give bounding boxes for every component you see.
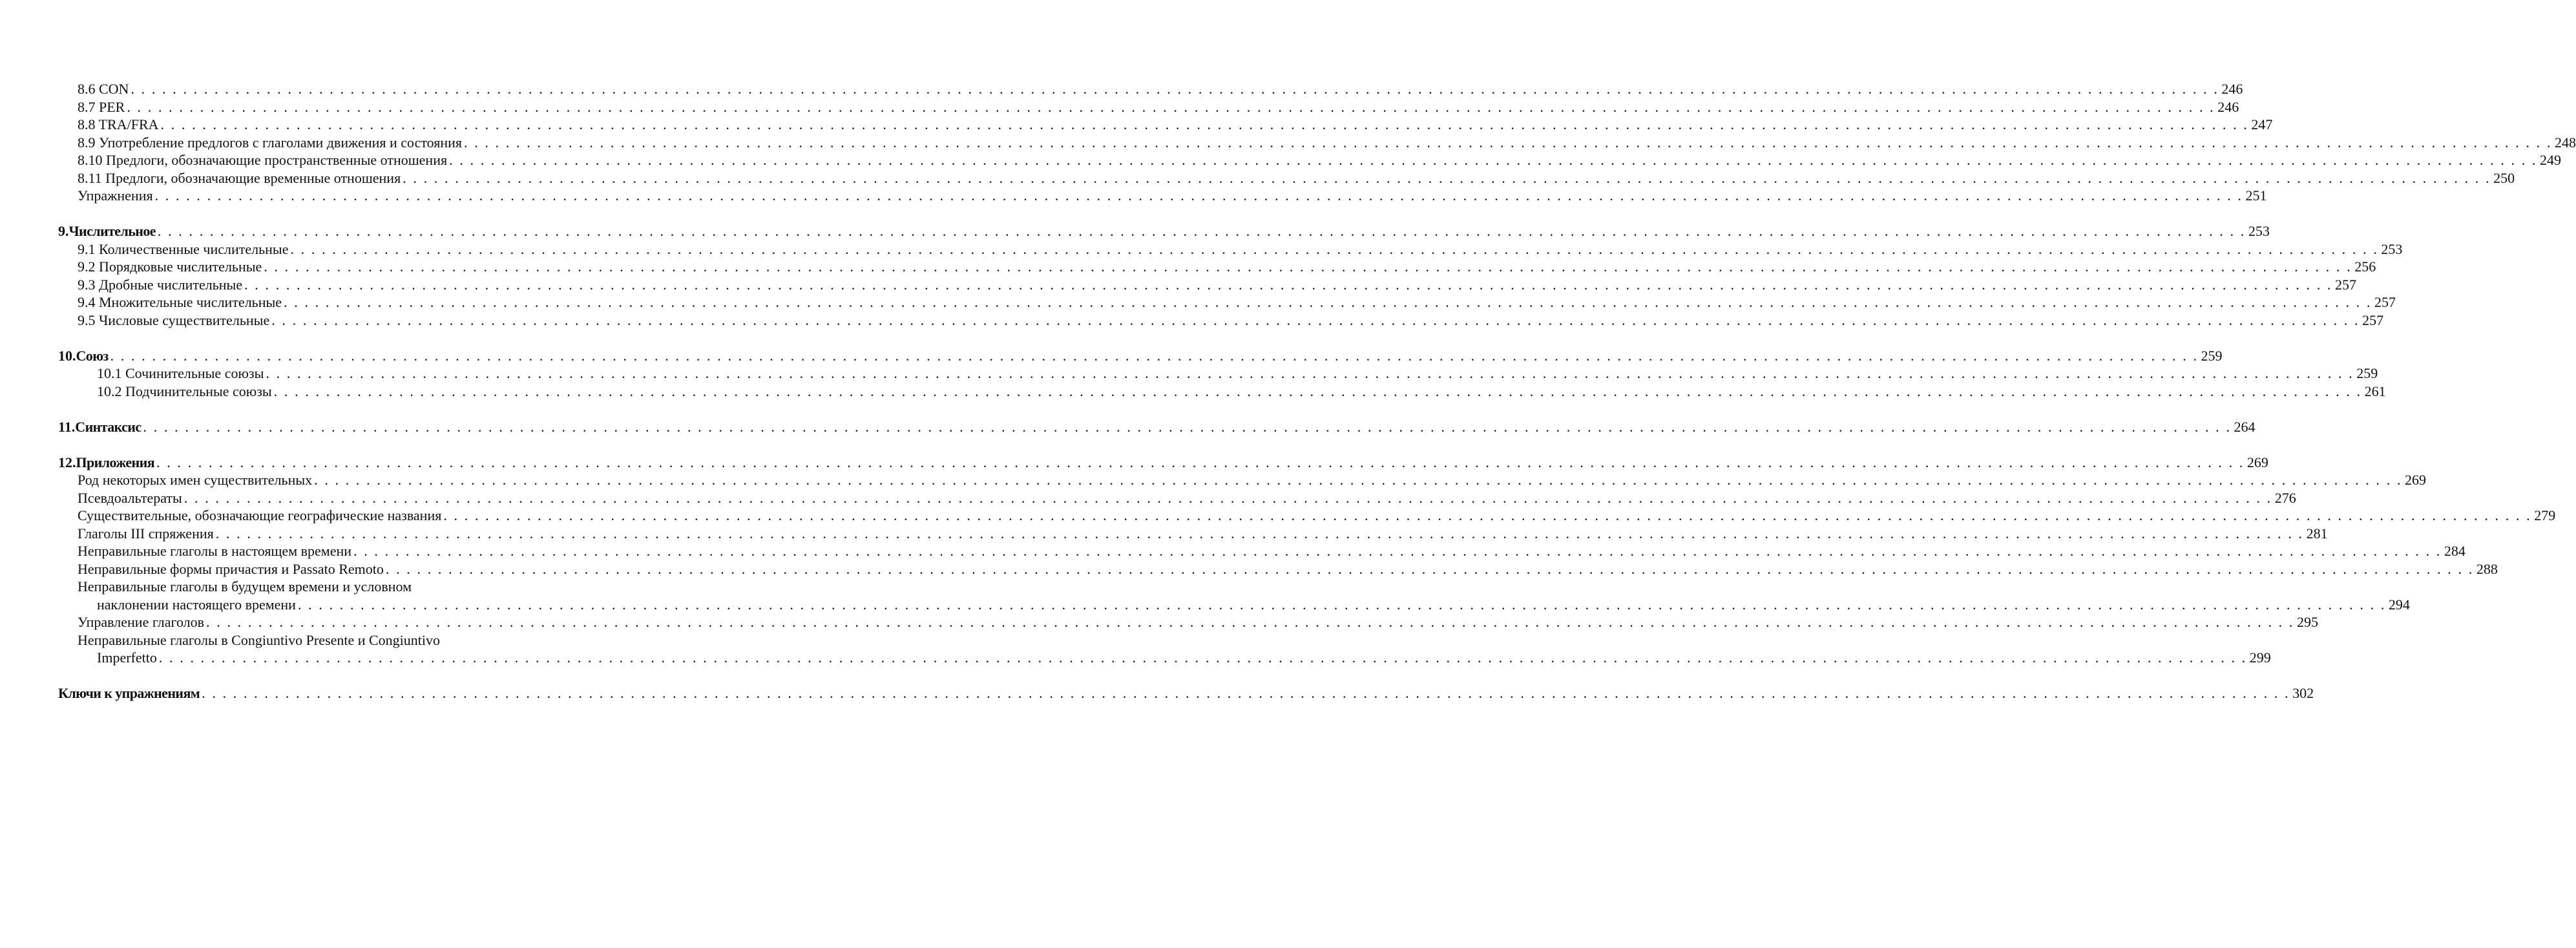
entry-title: 9.4 Множительные числительные (78, 294, 282, 310)
page-number: 276 (2274, 489, 2296, 506)
dot-leader: . . . . . . . . . . . . . . . . . . . . . . . . . . . . . . . . . . . . . . . . . . . . . . . . . . . . . . . . . . . . . . . . . . . . . . . . . . . . . . . . . . . . . . . . . . . . . . . . . . . . . . . . . . . . . . . . . . . . . . . . . . . . . . . . . . . . . . . . . . . . . . . . . . . . . . . . . . . . . . . . . . . . . . . . . . . . . . . . . . . . . . . . . . . . . . . . . . . . . . . . (244, 276, 2332, 293)
entry-title: 8.6 CON (78, 81, 129, 97)
dot-leader: . . . . . . . . . . . . . . . . . . . . . . . . . . . . . . . . . . . . . . . . . . . . . . . . . . . . . . . . . . . . . . . . . . . . . . . . . . . . . . . . . . . . . . . . . . . . . . . . . . . . . . . . . . . . . . . . . . . . . . . . . . . . . . . . . . . . . . . . . . . . . . . . . . . . . . . . . . . . . . . . . . . . . . . . . . . . . . . . . . . . . . . . . . . . . . . . . . . . . . . . (160, 116, 2249, 132)
toc-entry (58, 560, 2498, 578)
entry-title: Глаголы III спряжения (78, 525, 214, 542)
page-number: 299 (2249, 649, 2271, 666)
dot-leader: . . . . . . . . . . . . . . . . . . . . . . . . . . . . . . . . . . . . . . . . . . . . . . . . . . . . . . . . . . . . . . . . . . . . . . . . . . . . . . . . . . . . . . . . . . . . . . . . . . . . . . . . . . . . . . . . . . . . . . . . . . . . . . . . . . . . . . . . . . . . . . . . . . . . . . . . . . . . . . . . . . . . . . . . . . . . . . . . . . . . . . . . . . . . . . . . . . . . . . . . (156, 454, 2245, 470)
dot-leader: . . . . . . . . . . . . . . . . . . . . . . . . . . . . . . . . . . . . . . . . . . . . . . . . . . . . . . . . . . . . . . . . . . . . . . . . . . . . . . . . . . . . . . . . . . . . . . . . . . . . . . . . . . . . . . . . . . . . . . . . . . . . . . . . . . . . . . . . . . . . . . . . . . . . . . . . . . . . . . . . . . . . . . . . . . . . . . . . . . . . . . . . . . . . . . . . . . . . . . . . (206, 614, 2294, 630)
toc-entry (58, 187, 2267, 205)
toc-entry (58, 631, 561, 649)
toc-entry (58, 293, 2396, 311)
toc-entry (58, 311, 2384, 330)
page-number: 250 (2493, 169, 2515, 186)
dot-leader: . . . . . . . . . . . . . . . . . . . . . . . . . . . . . . . . . . . . . . . . . . . . . . . . . . . . . . . . . . . . . . . . . . . . . . . . . . . . . . . . . . . . . . . . . . . . . . . . . . . . . . . . . . . . . . . . . . . . . . . . . . . . . . . . . . . . . . . . . . . . . . . . . . . . . . . . . . . . . . . . . . . . . . . . . . . . . . . . . . . . . . . . . . . . . . . . . . . . . . . . (266, 365, 2354, 381)
dot-leader: . . . . . . . . . . . . . . . . . . . . . . . . . . . . . . . . . . . . . . . . . . . . . . . . . . . . . . . . . . . . . . . . . . . . . . . . . . . . . . . . . . . . . . . . . . . . . . . . . . . . . . . . . . . . . . . . . . . . . . . . . . . . . . . . . . . . . . . . . . . . . . . . . . . . . . . . . . . . . . . . . . . . . . . . . . . . . . . . . . . . . . . . . . . . . . . . . . . . . . . . (449, 152, 2537, 168)
dot-leader: . . . . . . . . . . . . . . . . . . . . . . . . . . . . . . . . . . . . . . . . . . . . . . . . . . . . . . . . . . . . . . . . . . . . . . . . . . . . . . . . . . . . . . . . . . . . . . . . . . . . . . . . . . . . . . . . . . . . . . . . . . . . . . . . . . . . . . . . . . . . . . . . . . . . . . . . . . . . . . . . . . . . . . . . . . . . . . . . . . . . . . . . . . . . . . . . . . . . . . . . (271, 311, 2360, 328)
toc-entry (58, 649, 2271, 667)
chapter-number: 11. (58, 418, 76, 435)
toc-chapter-entry (58, 222, 2270, 240)
toc-entry (58, 489, 2296, 507)
toc-entry (58, 383, 2386, 401)
toc-entry (58, 507, 2556, 525)
dot-leader: . . . . . . . . . . . . . . . . . . . . . . . . . . . . . . . . . . . . . . . . . . . . . . . . . . . . . . . . . . . . . . . . . . . . . . . . . . . . . . . . . . . . . . . . . . . . . . . . . . . . . . . . . . . . . . . . . . . . . . . . . . . . . . . . . . . . . . . . . . . . . . . . . . . . . . . . . . . . . . . . . . . . . . . . . . . . . . . . . . . . . . . . . . . . . . . . . . . . . . . . (215, 525, 2304, 542)
toc-entry (58, 169, 2515, 187)
entry-title: Неправильные глаголы в настоящем времени (78, 543, 352, 559)
page-number: 256 (2354, 258, 2376, 275)
dot-leader: . . . . . . . . . . . . . . . . . . . . . . . . . . . . . . . . . . . . . . . . . . . . . . . . . . . . . . . . . . . . . . . . . . . . . . . . . . . . . . . . . . . . . . . . . . . . . . . . . . . . . . . . . . . . . . . . . . . . . . . . . . . . . . . . . . . . . . . . . . . . . . . . . . . . . . . . . . . . . . . . . . . . . . . . . . . . . . . . . . . . . . . . . . . . . . . . . . . . . . . . (131, 81, 2219, 97)
entry-title: Род некоторых имен существительных (78, 472, 313, 488)
spacer (58, 205, 561, 223)
toc-entry (58, 276, 2356, 294)
toc-entry (58, 596, 2410, 614)
page-number: 279 (2534, 507, 2556, 523)
toc-chapter-entry (58, 418, 2256, 436)
chapter-number: 12. (58, 454, 76, 470)
entry-title: Неправильные формы причастия и Passato Remoto (78, 560, 384, 577)
page-number: 295 (2296, 614, 2318, 630)
entry-title: 8.8 TRA/FRA (78, 116, 159, 132)
entry-title: 8.7 PER (78, 98, 125, 115)
toc-entry (58, 116, 2273, 134)
toc-entry (58, 134, 2576, 152)
dot-leader: . . . . . . . . . . . . . . . . . . . . . . . . . . . . . . . . . . . . . . . . . . . . . . . . . . . . . . . . . . . . . . . . . . . . . . . . . . . . . . . . . . . . . . . . . . . . . . . . . . . . . . . . . . . . . . . . . . . . . . . . . . . . . . . . . . . . . . . . . . . . . . . . . . . . . . . . . . . . . . . . . . . . . . . . . . . . . . . . . . . . . . . . . . . . . . . . . . . . . . . . (290, 240, 2379, 257)
page-number: 246 (2217, 98, 2239, 115)
dot-leader: . . . . . . . . . . . . . . . . . . . . . . . . . . . . . . . . . . . . . . . . . . . . . . . . . . . . . . . . . . . . . . . . . . . . . . . . . . . . . . . . . . . . . . . . . . . . . . . . . . . . . . . . . . . . . . . . . . . . . . . . . . . . . . . . . . . . . . . . . . . . . . . . . . . . . . . . . . . . . . . . . . . . . . . . . . . . . . . . . . . . . . . . . . . . . . . . . . . . . . . . (264, 258, 2352, 275)
dot-leader: . . . . . . . . . . . . . . . . . . . . . . . . . . . . . . . . . . . . . . . . . . . . . . . . . . . . . . . . . . . . . . . . . . . . . . . . . . . . . . . . . . . . . . . . . . . . . . . . . . . . . . . . . . . . . . . . . . . . . . . . . . . . . . . . . . . . . . . . . . . . . . . . . . . . . . . . . . . . . . . . . . . . . . . . . . . . . . . . . . . . . . . . . . . . . . . . . . . . . . . . (127, 98, 2215, 115)
page-number: 253 (2248, 223, 2270, 239)
entry-title: 10.1 Сочинительные союзы (97, 365, 264, 381)
dot-leader: . . . . . . . . . . . . . . . . . . . . . . . . . . . . . . . . . . . . . . . . . . . . . . . . . . . . . . . . . . . . . . . . . . . . . . . . . . . . . . . . . . . . . . . . . . . . . . . . . . . . . . . . . . . . . . . . . . . . . . . . . . . . . . . . . . . . . . . . . . . . . . . . . . . . . . . . . . . . . . . . . . . . . . . . . . . . . . . . . . . . . . . . . . . . . . . . . . . . . . . . (143, 418, 2232, 435)
entry-title: 10.2 Подчинительные союзы (97, 383, 272, 399)
dot-leader: . . . . . . . . . . . . . . . . . . . . . . . . . . . . . . . . . . . . . . . . . . . . . . . . . . . . . . . . . . . . . . . . . . . . . . . . . . . . . . . . . . . . . . . . . . . . . . . . . . . . . . . . . . . . . . . . . . . . . . . . . . . . . . . . . . . . . . . . . . . . . . . . . . . . . . . . . . . . . . . . . . . . . . . . . . . . . . . . . . . . . . . . . . . . . . . . . . . . . . . . (443, 507, 2532, 523)
dot-leader: . . . . . . . . . . . . . . . . . . . . . . . . . . . . . . . . . . . . . . . . . . . . . . . . . . . . . . . . . . . . . . . . . . . . . . . . . . . . . . . . . . . . . . . . . . . . . . . . . . . . . . . . . . . . . . . . . . . . . . . . . . . . . . . . . . . . . . . . . . . . . . . . . . . . . . . . . . . . . . . . . . . . . . . . . . . . . . . . . . . . . . . . . . . . . . . . . . . . . . . . (183, 489, 2272, 506)
page-number: 248 (2554, 134, 2576, 151)
toc-chapter-entry (58, 454, 2268, 472)
page-number: 284 (2444, 543, 2466, 559)
page-number: 247 (2251, 116, 2273, 132)
page-number: 249 (2540, 152, 2561, 168)
page-number: 302 (2292, 685, 2314, 701)
toc-entry (58, 151, 2561, 169)
dot-leader: . . . . . . . . . . . . . . . . . . . . . . . . . . . . . . . . . . . . . . . . . . . . . . . . . . . . . . . . . . . . . . . . . . . . . . . . . . . . . . . . . . . . . . . . . . . . . . . . . . . . . . . . . . . . . . . . . . . . . . . . . . . . . . . . . . . . . . . . . . . . . . . . . . . . . . . . . . . . . . . . . . . . . . . . . . . . . . . . . . . . . . . . . . . . . . . . . . . . . . . . (353, 543, 2442, 559)
toc-entry (58, 80, 2243, 98)
entry-title: Приложения (76, 454, 154, 470)
entry-title: Псевдоальтераты (78, 489, 182, 506)
page-number: 257 (2374, 294, 2396, 310)
entry-title: 9.3 Дробные числительные (78, 276, 243, 293)
page-number: 294 (2388, 596, 2410, 613)
dot-leader: . . . . . . . . . . . . . . . . . . . . . . . . . . . . . . . . . . . . . . . . . . . . . . . . . . . . . . . . . . . . . . . . . . . . . . . . . . . . . . . . . . . . . . . . . . . . . . . . . . . . . . . . . . . . . . . . . . . . . . . . . . . . . . . . . . . . . . . . . . . . . . . . . . . . . . . . . . . . . . . . . . . . . . . . . . . . . . . . . . . . . . . . . . . . . . . . . . . . . . . . (154, 187, 2243, 204)
entry-title: Существительные, обозначающие географические названия (78, 507, 442, 523)
page-number: 261 (2364, 383, 2386, 399)
page-number: 288 (2476, 560, 2498, 577)
toc-entry (58, 525, 2328, 543)
spacer (58, 400, 561, 418)
dot-leader: . . . . . . . . . . . . . . . . . . . . . . . . . . . . . . . . . . . . . . . . . . . . . . . . . . . . . . . . . . . . . . . . . . . . . . . . . . . . . . . . . . . . . . . . . . . . . . . . . . . . . . . . . . . . . . . . . . . . . . . . . . . . . . . . . . . . . . . . . . . . . . . . . . . . . . . . . . . . . . . . . . . . . . . . . . . . . . . . . . . . . . . . . . . . . . . . . . . . . . . . (110, 347, 2199, 364)
toc-entry (58, 578, 561, 596)
entry-title: 9.1 Количественные числительные (78, 240, 289, 257)
chapter-number: 9. (58, 223, 69, 239)
entry-title: Imperfetto (97, 649, 157, 666)
toc-entry (58, 471, 2427, 489)
toc-chapter-entry (58, 684, 2314, 702)
page-number: 259 (2201, 347, 2223, 364)
toc-chapter-entry (58, 347, 2223, 365)
page-number: 259 (2356, 365, 2378, 381)
page-number: 264 (2234, 418, 2256, 435)
page-number: 269 (2246, 454, 2268, 470)
entry-title: Управление глаголов (78, 614, 205, 630)
toc-entry (58, 364, 2378, 383)
entry-title: 8.9 Употребление предлогов с глаголами движения и состояния (78, 134, 463, 151)
page-number: 246 (2221, 81, 2243, 97)
entry-title: 8.10 Предлоги, обозначающие пространственные отношения (78, 152, 448, 168)
page-number: 251 (2245, 187, 2267, 204)
chapter-number: 10. (58, 347, 76, 364)
dot-leader: . . . . . . . . . . . . . . . . . . . . . . . . . . . . . . . . . . . . . . . . . . . . . . . . . . . . . . . . . . . . . . . . . . . . . . . . . . . . . . . . . . . . . . . . . . . . . . . . . . . . . . . . . . . . . . . . . . . . . . . . . . . . . . . . . . . . . . . . . . . . . . . . . . . . . . . . . . . . . . . . . . . . . . . . . . . . . . . . . . . . . . . . . . . . . . . . . . . . . . . . (403, 169, 2491, 186)
spacer (58, 667, 561, 685)
toc-entry (58, 240, 2403, 258)
entry-title: Числительное (68, 223, 156, 239)
toc-entry (58, 613, 2318, 631)
toc-entry (58, 258, 2376, 276)
dot-leader: . . . . . . . . . . . . . . . . . . . . . . . . . . . . . . . . . . . . . . . . . . . . . . . . . . . . . . . . . . . . . . . . . . . . . . . . . . . . . . . . . . . . . . . . . . . . . . . . . . . . . . . . . . . . . . . . . . . . . . . . . . . . . . . . . . . . . . . . . . . . . . . . . . . . . . . . . . . . . . . . . . . . . . . . . . . . . . . . . . . . . . . . . . . . . . . . . . . . . . . . (273, 383, 2362, 399)
page-number: 269 (2405, 472, 2427, 488)
dot-leader: . . . . . . . . . . . . . . . . . . . . . . . . . . . . . . . . . . . . . . . . . . . . . . . . . . . . . . . . . . . . . . . . . . . . . . . . . . . . . . . . . . . . . . . . . . . . . . . . . . . . . . . . . . . . . . . . . . . . . . . . . . . . . . . . . . . . . . . . . . . . . . . . . . . . . . . . . . . . . . . . . . . . . . . . . . . . . . . . . . . . . . . . . . . . . . . . . . . . . . . . (157, 223, 2246, 239)
toc-entry (58, 542, 2466, 560)
entry-title: наклонении настоящего времени (97, 596, 296, 613)
entry-title: Ключи к упражнениям (58, 685, 200, 701)
dot-leader: . . . . . . . . . . . . . . . . . . . . . . . . . . . . . . . . . . . . . . . . . . . . . . . . . . . . . . . . . . . . . . . . . . . . . . . . . . . . . . . . . . . . . . . . . . . . . . . . . . . . . . . . . . . . . . . . . . . . . . . . . . . . . . . . . . . . . . . . . . . . . . . . . . . . . . . . . . . . . . . . . . . . . . . . . . . . . . . . . . . . . . . . . . . . . . . . . . . . . . . . (297, 596, 2386, 613)
toc-entry (58, 98, 2239, 116)
entry-title: 9.2 Порядковые числительные (78, 258, 262, 275)
page-number: 281 (2306, 525, 2328, 542)
dot-leader: . . . . . . . . . . . . . . . . . . . . . . . . . . . . . . . . . . . . . . . . . . . . . . . . . . . . . . . . . . . . . . . . . . . . . . . . . . . . . . . . . . . . . . . . . . . . . . . . . . . . . . . . . . . . . . . . . . . . . . . . . . . . . . . . . . . . . . . . . . . . . . . . . . . . . . . . . . . . . . . . . . . . . . . . . . . . . . . . . . . . . . . . . . . . . . . . . . . . . . . . (464, 134, 2552, 151)
spacer (58, 329, 561, 347)
entry-title: 8.11 Предлоги, обозначающие временные отношения (78, 169, 401, 186)
dot-leader: . . . . . . . . . . . . . . . . . . . . . . . . . . . . . . . . . . . . . . . . . . . . . . . . . . . . . . . . . . . . . . . . . . . . . . . . . . . . . . . . . . . . . . . . . . . . . . . . . . . . . . . . . . . . . . . . . . . . . . . . . . . . . . . . . . . . . . . . . . . . . . . . . . . . . . . . . . . . . . . . . . . . . . . . . . . . . . . . . . . . . . . . . . . . . . . . . . . . . . . . (314, 472, 2403, 488)
entry-title: Синтаксис (75, 418, 141, 435)
table-of-contents (58, 80, 2576, 702)
spacer (58, 436, 561, 454)
dot-leader: . . . . . . . . . . . . . . . . . . . . . . . . . . . . . . . . . . . . . . . . . . . . . . . . . . . . . . . . . . . . . . . . . . . . . . . . . . . . . . . . . . . . . . . . . . . . . . . . . . . . . . . . . . . . . . . . . . . . . . . . . . . . . . . . . . . . . . . . . . . . . . . . . . . . . . . . . . . . . . . . . . . . . . . . . . . . . . . . . . . . . . . . . . . . . . . . . . . . . . . . (385, 560, 2474, 577)
page-number: 257 (2362, 311, 2384, 328)
entry-title: Союз (76, 347, 109, 364)
dot-leader: . . . . . . . . . . . . . . . . . . . . . . . . . . . . . . . . . . . . . . . . . . . . . . . . . . . . . . . . . . . . . . . . . . . . . . . . . . . . . . . . . . . . . . . . . . . . . . . . . . . . . . . . . . . . . . . . . . . . . . . . . . . . . . . . . . . . . . . . . . . . . . . . . . . . . . . . . . . . . . . . . . . . . . . . . . . . . . . . . . . . . . . . . . . . . . . . . . . . . . . . (158, 649, 2247, 666)
entry-title: 9.5 Числовые существительные (78, 311, 270, 328)
page-number: 257 (2335, 276, 2356, 293)
entry-title: Неправильные глаголы в Congiuntivo Presente и Congiuntivo (78, 631, 440, 648)
dot-leader: . . . . . . . . . . . . . . . . . . . . . . . . . . . . . . . . . . . . . . . . . . . . . . . . . . . . . . . . . . . . . . . . . . . . . . . . . . . . . . . . . . . . . . . . . . . . . . . . . . . . . . . . . . . . . . . . . . . . . . . . . . . . . . . . . . . . . . . . . . . . . . . . . . . . . . . . . . . . . . . . . . . . . . . . . . . . . . . . . . . . . . . . . . . . . . . . . . . . . . . . (284, 294, 2372, 310)
dot-leader: . . . . . . . . . . . . . . . . . . . . . . . . . . . . . . . . . . . . . . . . . . . . . . . . . . . . . . . . . . . . . . . . . . . . . . . . . . . . . . . . . . . . . . . . . . . . . . . . . . . . . . . . . . . . . . . . . . . . . . . . . . . . . . . . . . . . . . . . . . . . . . . . . . . . . . . . . . . . . . . . . . . . . . . . . . . . . . . . . . . . . . . . . . . . . . . . . . . . . . . . (202, 685, 2290, 701)
page-number: 253 (2381, 240, 2403, 257)
entry-title: Неправильные глаголы в будущем времени и условном (78, 578, 412, 595)
entry-title: Упражнения (78, 187, 153, 204)
